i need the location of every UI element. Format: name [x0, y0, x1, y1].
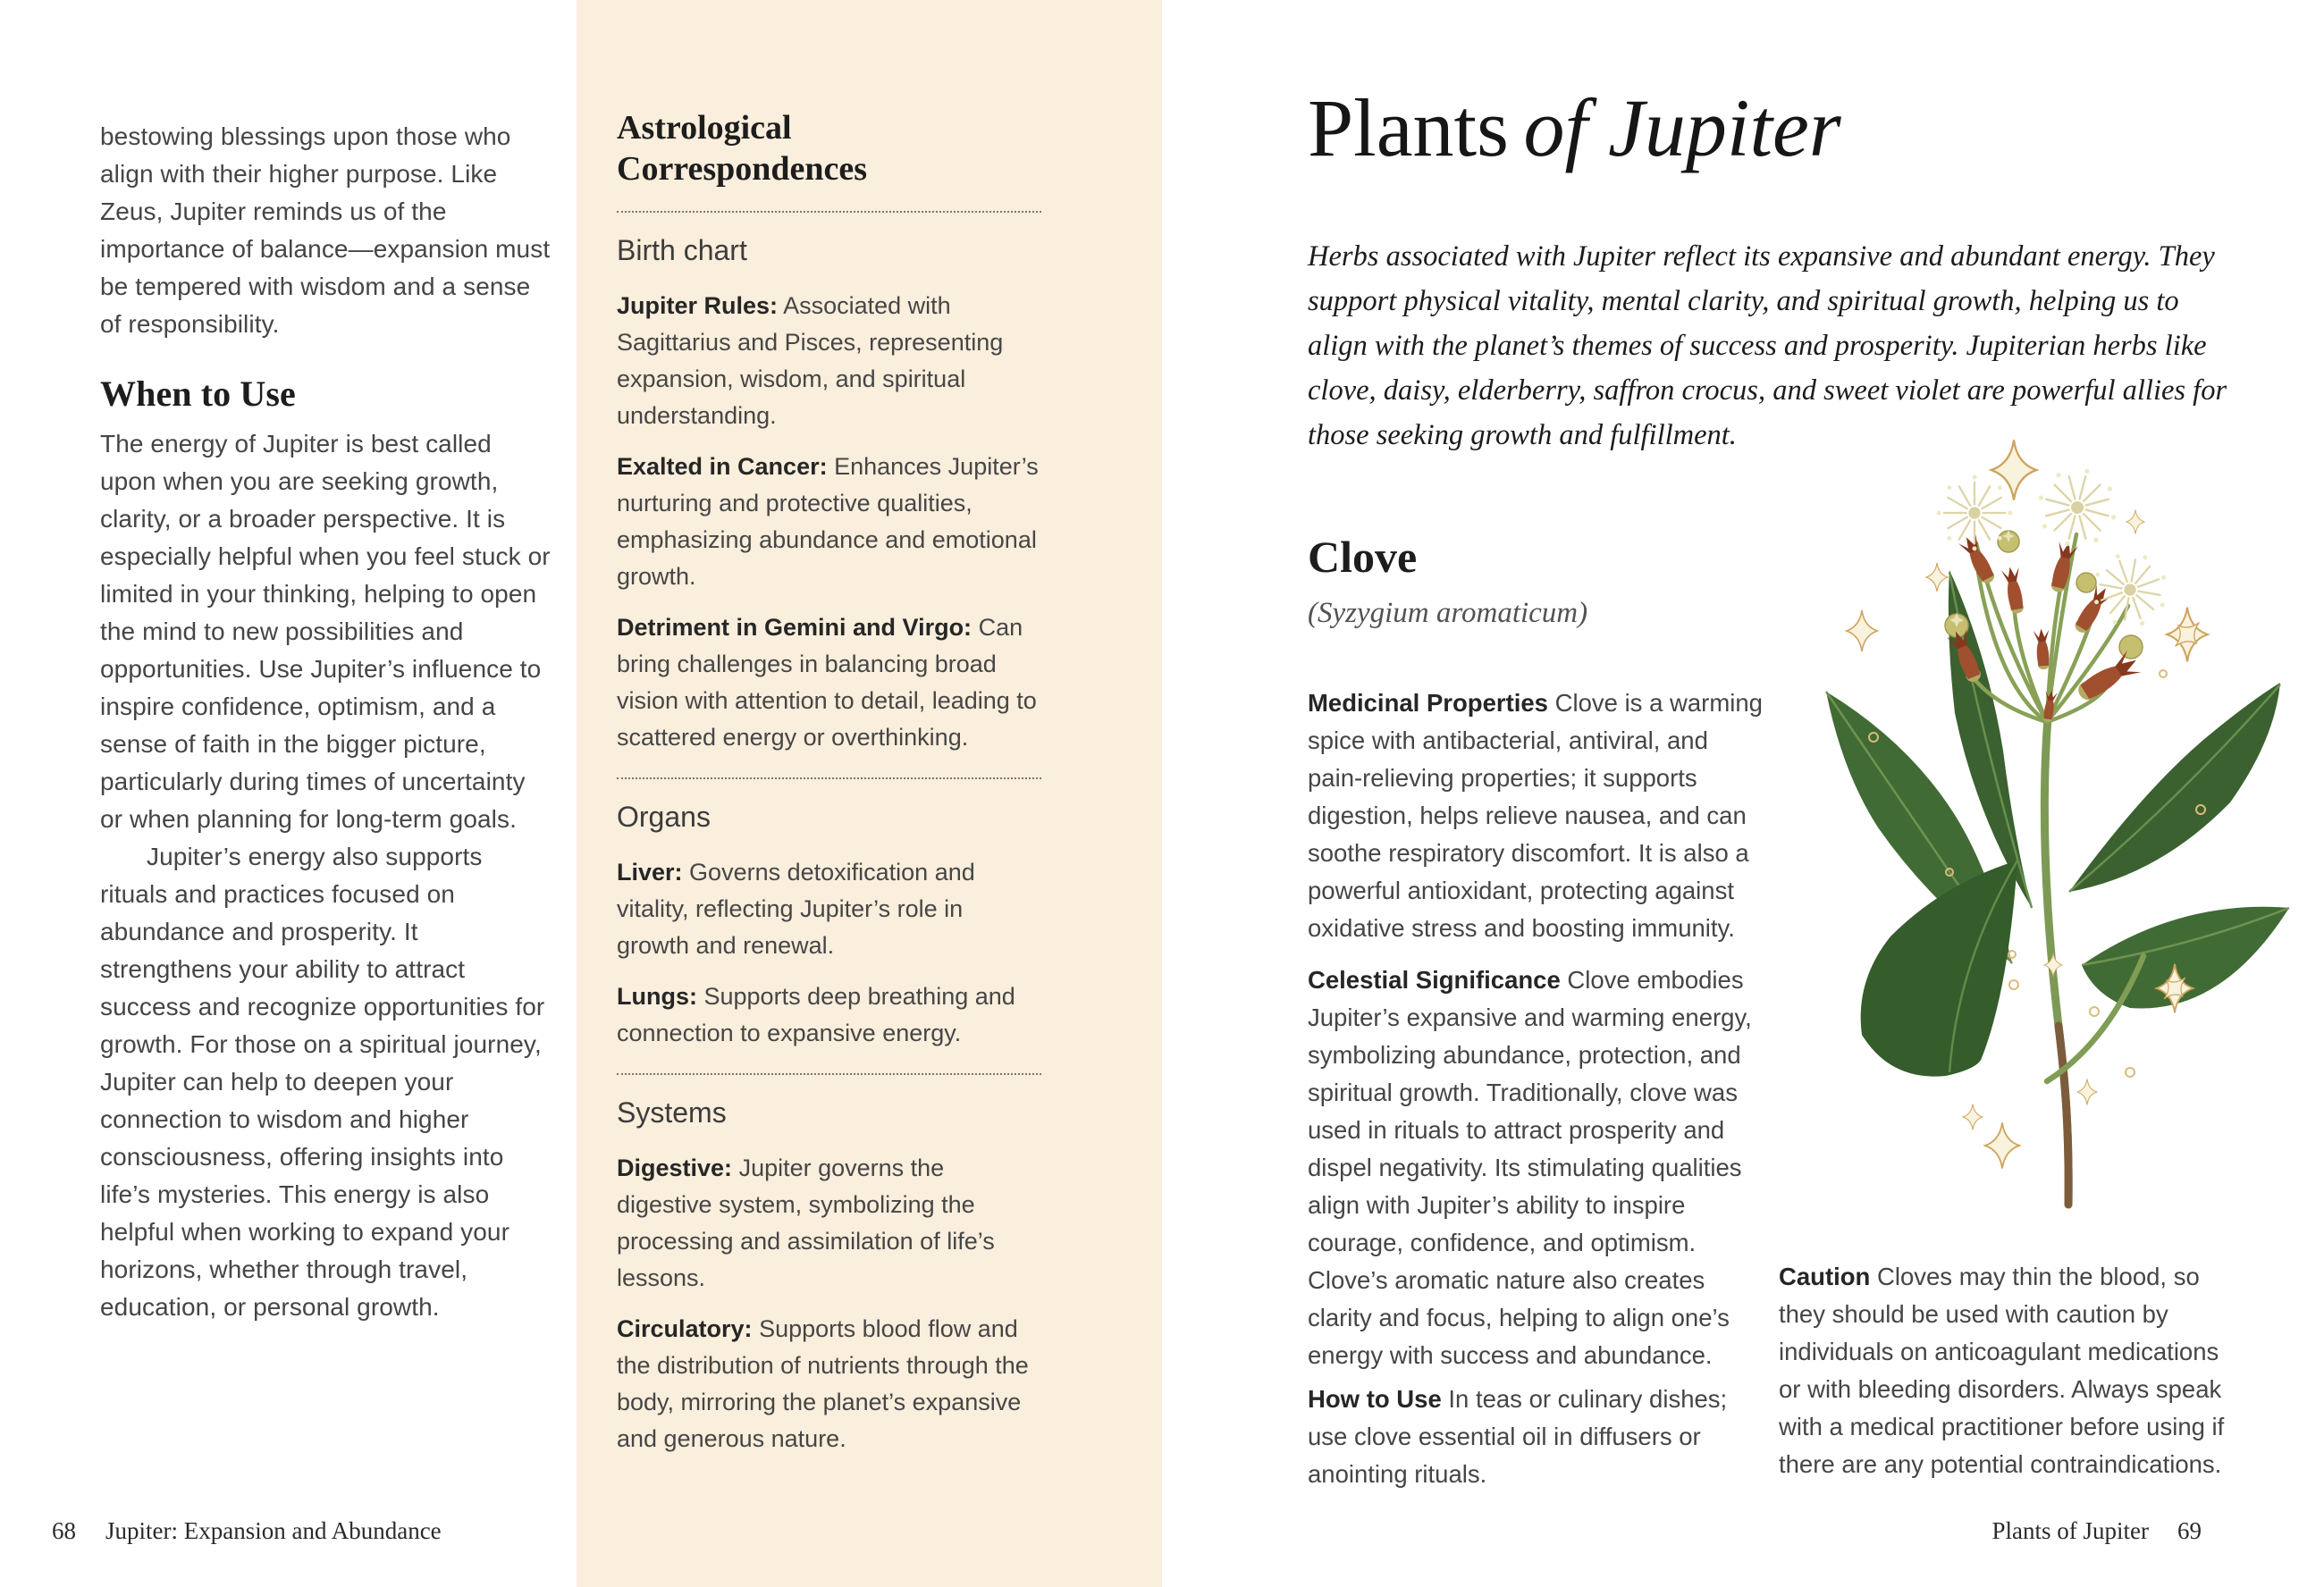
paragraph-label: Caution [1779, 1263, 1871, 1290]
when-to-use-heading: When to Use [100, 374, 296, 414]
correspondence-item [617, 854, 1041, 964]
correspondence-item [617, 288, 1041, 434]
dotted-divider [617, 1073, 1041, 1075]
paragraph-label: Medicinal Properties [1308, 689, 1548, 717]
item-label: Lungs: [617, 983, 697, 1010]
item-text: Governs detoxification and vitality, reflecting Jupiter’s role in growth and renewal. [617, 859, 975, 959]
chapter-intro: Herbs associated with Jupiter reflect its expansive and abundant energy. They support physical vitality, mental clarity, and spiritual growth, helping us to align with the planet’s themes of success and prosperity. Jupiterian herbs like clove, daisy, elderberry, saffron crocus, and sweet violet are powerful allies for those seeking growth and fulfillment. [1308, 240, 2227, 451]
when-to-use-paragraph-2: Jupiter’s energy also supports rituals and practices focused on abundance and prosperity. It strengthens your ability to attract success and recognize opportunities for growth. For those on a spiritual journey, Jupiter can help to deepen your connection to wisdom and higher consciousness, offering insights into life’s mysteries. This energy is also helpful when working to expand your horizons, whether through travel, education, or personal growth. [100, 843, 545, 1321]
item-label: Exalted in Cancer: [617, 453, 828, 480]
paragraph-label: Celestial Significance [1308, 966, 1561, 994]
cluster-stems [1966, 534, 2128, 722]
birth-chart-section [617, 232, 1041, 756]
paragraph-text: Cloves may thin the blood, so they should be used with caution by individuals on anticoagulant medications or with bleeding disorders. Always speak with a medical practitioner before using if there are any potential contraindications. [1779, 1263, 2225, 1478]
paragraph-text: Clove is a warming spice with antibacterial, antiviral, and pain-relieving properties; it supports digestion, helps relieve nausea, and can soothe respiratory discomfort. It is also a powerful antioxidant, protecting against oxidative stress and boosting immunity. [1308, 689, 1763, 942]
correspondence-item [617, 1311, 1041, 1457]
correspondence-item [617, 1150, 1041, 1297]
dotted-divider [617, 211, 1041, 213]
how-to-use-paragraph [1308, 1381, 1768, 1493]
page-title-italic: of Jupiter [1523, 82, 1841, 173]
page-title [1308, 82, 1841, 173]
astrological-correspondences-column [617, 107, 1041, 1457]
dotted-divider [617, 777, 1041, 779]
left-page-number: 68 [52, 1517, 76, 1544]
correspondence-item [617, 609, 1041, 756]
item-text: Associated with Sagittarius and Pisces, representing expansion, wisdom, and spiritual understanding. [617, 292, 1004, 429]
organs-section [617, 799, 1041, 1052]
left-page-column [100, 118, 552, 1326]
clove-plant-svg [1774, 418, 2293, 1245]
caution-paragraph [1779, 1258, 2230, 1483]
paragraph-text: In teas or culinary dishes; use clove essential oil in diffusers or anointing rituals. [1308, 1385, 1728, 1488]
correspondence-item [617, 449, 1041, 595]
right-page-footer [1992, 1517, 2202, 1545]
item-text: Enhances Jupiter’s nurturing and protective qualities, emphasizing abundance and emotional growth. [617, 453, 1039, 590]
clove-latin-name: (Syzygium aromaticum) [1308, 597, 1588, 629]
page-title-roman: Plants [1308, 82, 1509, 173]
left-page-footer [52, 1517, 442, 1545]
left-intro-paragraph: bestowing blessings upon those who align with their higher purpose. Like Zeus, Jupiter reminds us of the importance of balance—expansion must be tempered with wisdom and a sense of responsibility. [100, 122, 551, 338]
left-footer-title: Jupiter: Expansion and Abundance [105, 1517, 442, 1544]
correspondence-item [617, 978, 1041, 1052]
birth-chart-heading: Birth chart [617, 234, 747, 266]
paragraph-text: Clove embodies Jupiter’s expansive and warming energy, symbolizing abundance, protection, and spiritual growth. Traditionally, clove was used in rituals to attract prosperity and dispel negativity. Its stimulating qualities align with Jupiter’s ability to inspire courage, confidence, and optimism. Clove’s aromatic nature also creates clarity and focus, helping to align one’s energy with success and abundance. [1308, 966, 1752, 1369]
clove-heading: Clove [1308, 532, 1418, 582]
paragraph-label: How to Use [1308, 1385, 1442, 1413]
systems-section [617, 1095, 1041, 1457]
item-text: Supports deep breathing and connection to expansive energy. [617, 983, 1015, 1046]
systems-heading: Systems [617, 1096, 727, 1129]
clove-botanical-illustration [1774, 418, 2293, 1245]
item-label: Detriment in Gemini and Virgo: [617, 614, 973, 641]
item-label: Circulatory: [617, 1315, 753, 1342]
organs-heading: Organs [617, 801, 711, 833]
medicinal-properties-paragraph [1308, 684, 1768, 947]
right-page-number: 69 [2177, 1517, 2202, 1544]
astro-correspondences-heading: Astrological Correspondences [617, 109, 868, 188]
right-footer-title: Plants of Jupiter [1991, 1517, 2149, 1544]
item-label: Jupiter Rules: [617, 292, 779, 319]
celestial-significance-paragraph [1308, 961, 1768, 1374]
item-label: Digestive: [617, 1155, 733, 1181]
item-text: Can bring challenges in balancing broad vision with attention to detail, leading to scattered energy or overthinking. [617, 614, 1037, 751]
item-label: Liver: [617, 859, 683, 886]
item-text: Supports blood flow and the distribution of nutrients through the body, mirroring the planet’s expansive and generous nature. [617, 1315, 1029, 1452]
item-text: Jupiter governs the digestive system, symbolizing the processing and assimilation of life’s lessons. [617, 1155, 995, 1291]
when-to-use-paragraph-1: The energy of Jupiter is best called upon when you are seeking growth, clarity, or a broader perspective. It is especially helpful when you feel stuck or limited in your thinking, helping to open the mind to new possibilities and opportunities. Use Jupiter’s influence to inspire confidence, optimism, and a sense of faith in the bigger picture, particularly during times of uncertainty or when planning for long-term goals. [100, 430, 551, 833]
